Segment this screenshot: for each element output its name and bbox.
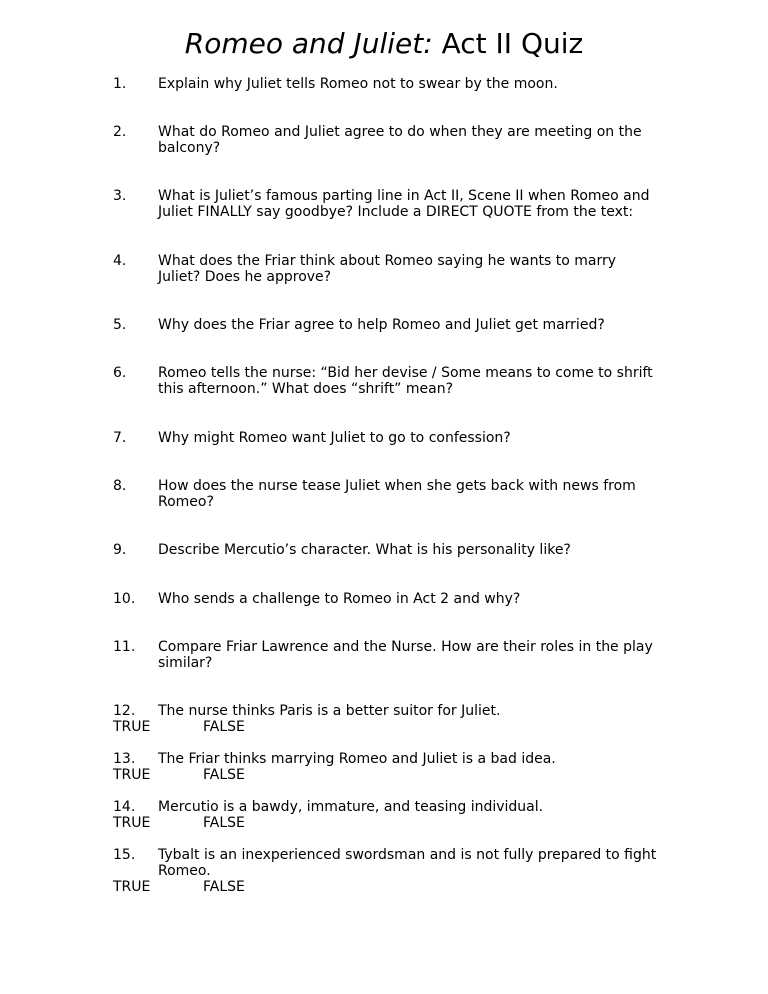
question-text: The nurse thinks Paris is a better suitor for Juliet. (158, 703, 501, 719)
question-text: The Friar thinks marrying Romeo and Juliet is a bad idea. (158, 751, 556, 767)
question-text: Describe Mercutio’s character. What is his personality like? (158, 542, 571, 558)
question-number: 14. (113, 799, 136, 815)
question-text: Tybalt is an inexperienced swordsman and is not fully prepared to fight Romeo. (158, 847, 657, 879)
question-text: Romeo tells the nurse: “Bid her devise / Some means to come to shrift this afternoon.” What does “shrift” mean? (158, 365, 653, 397)
question-text: Why does the Friar agree to help Romeo and Juliet get married? (158, 317, 605, 333)
true-option: TRUE (113, 879, 151, 895)
question-text: What is Juliet’s famous parting line in Act II, Scene II when Romeo and Juliet FINALLY say goodbye? Include a DIRECT QUOTE from the text: (158, 188, 650, 220)
question-text: What do Romeo and Juliet agree to do when they are meeting on the balcony? (158, 124, 642, 156)
title-rest: Act II Quiz (432, 27, 584, 60)
question-number: 12. (113, 703, 136, 719)
false-option: FALSE (203, 767, 245, 783)
true-false-options (113, 719, 273, 735)
true-false-options (113, 879, 273, 895)
question-number: 10. (113, 591, 136, 607)
question-number: 8. (113, 478, 127, 494)
true-option: TRUE (113, 719, 151, 735)
question-text: How does the nurse tease Juliet when she gets back with news from Romeo? (158, 478, 636, 510)
question-text: Who sends a challenge to Romeo in Act 2 and why? (158, 591, 521, 607)
question-number: 13. (113, 751, 136, 767)
question-number: 2. (113, 124, 127, 140)
question-number: 5. (113, 317, 127, 333)
question-number: 15. (113, 847, 136, 863)
question-text: Compare Friar Lawrence and the Nurse. How are their roles in the play similar? (158, 639, 653, 671)
question-number: 3. (113, 188, 127, 204)
true-false-options (113, 767, 273, 783)
false-option: FALSE (203, 719, 245, 735)
question-text: Mercutio is a bawdy, immature, and teasing individual. (158, 799, 544, 815)
false-option: FALSE (203, 879, 245, 895)
question-number: 7. (113, 430, 127, 446)
question-number: 4. (113, 253, 127, 269)
question-number: 11. (113, 639, 136, 655)
true-option: TRUE (113, 767, 151, 783)
question-text: Explain why Juliet tells Romeo not to swear by the moon. (158, 76, 558, 92)
question-number: 6. (113, 365, 127, 381)
question-number: 9. (113, 542, 127, 558)
title-italic: Romeo and Juliet: (184, 27, 433, 60)
question-text: What does the Friar think about Romeo saying he wants to marry Juliet? Does he approve? (158, 253, 616, 285)
true-option: TRUE (113, 815, 151, 831)
page-title (0, 26, 768, 62)
question-text: Why might Romeo want Juliet to go to confession? (158, 430, 511, 446)
false-option: FALSE (203, 815, 245, 831)
true-false-options (113, 815, 273, 831)
question-number: 1. (113, 76, 127, 92)
